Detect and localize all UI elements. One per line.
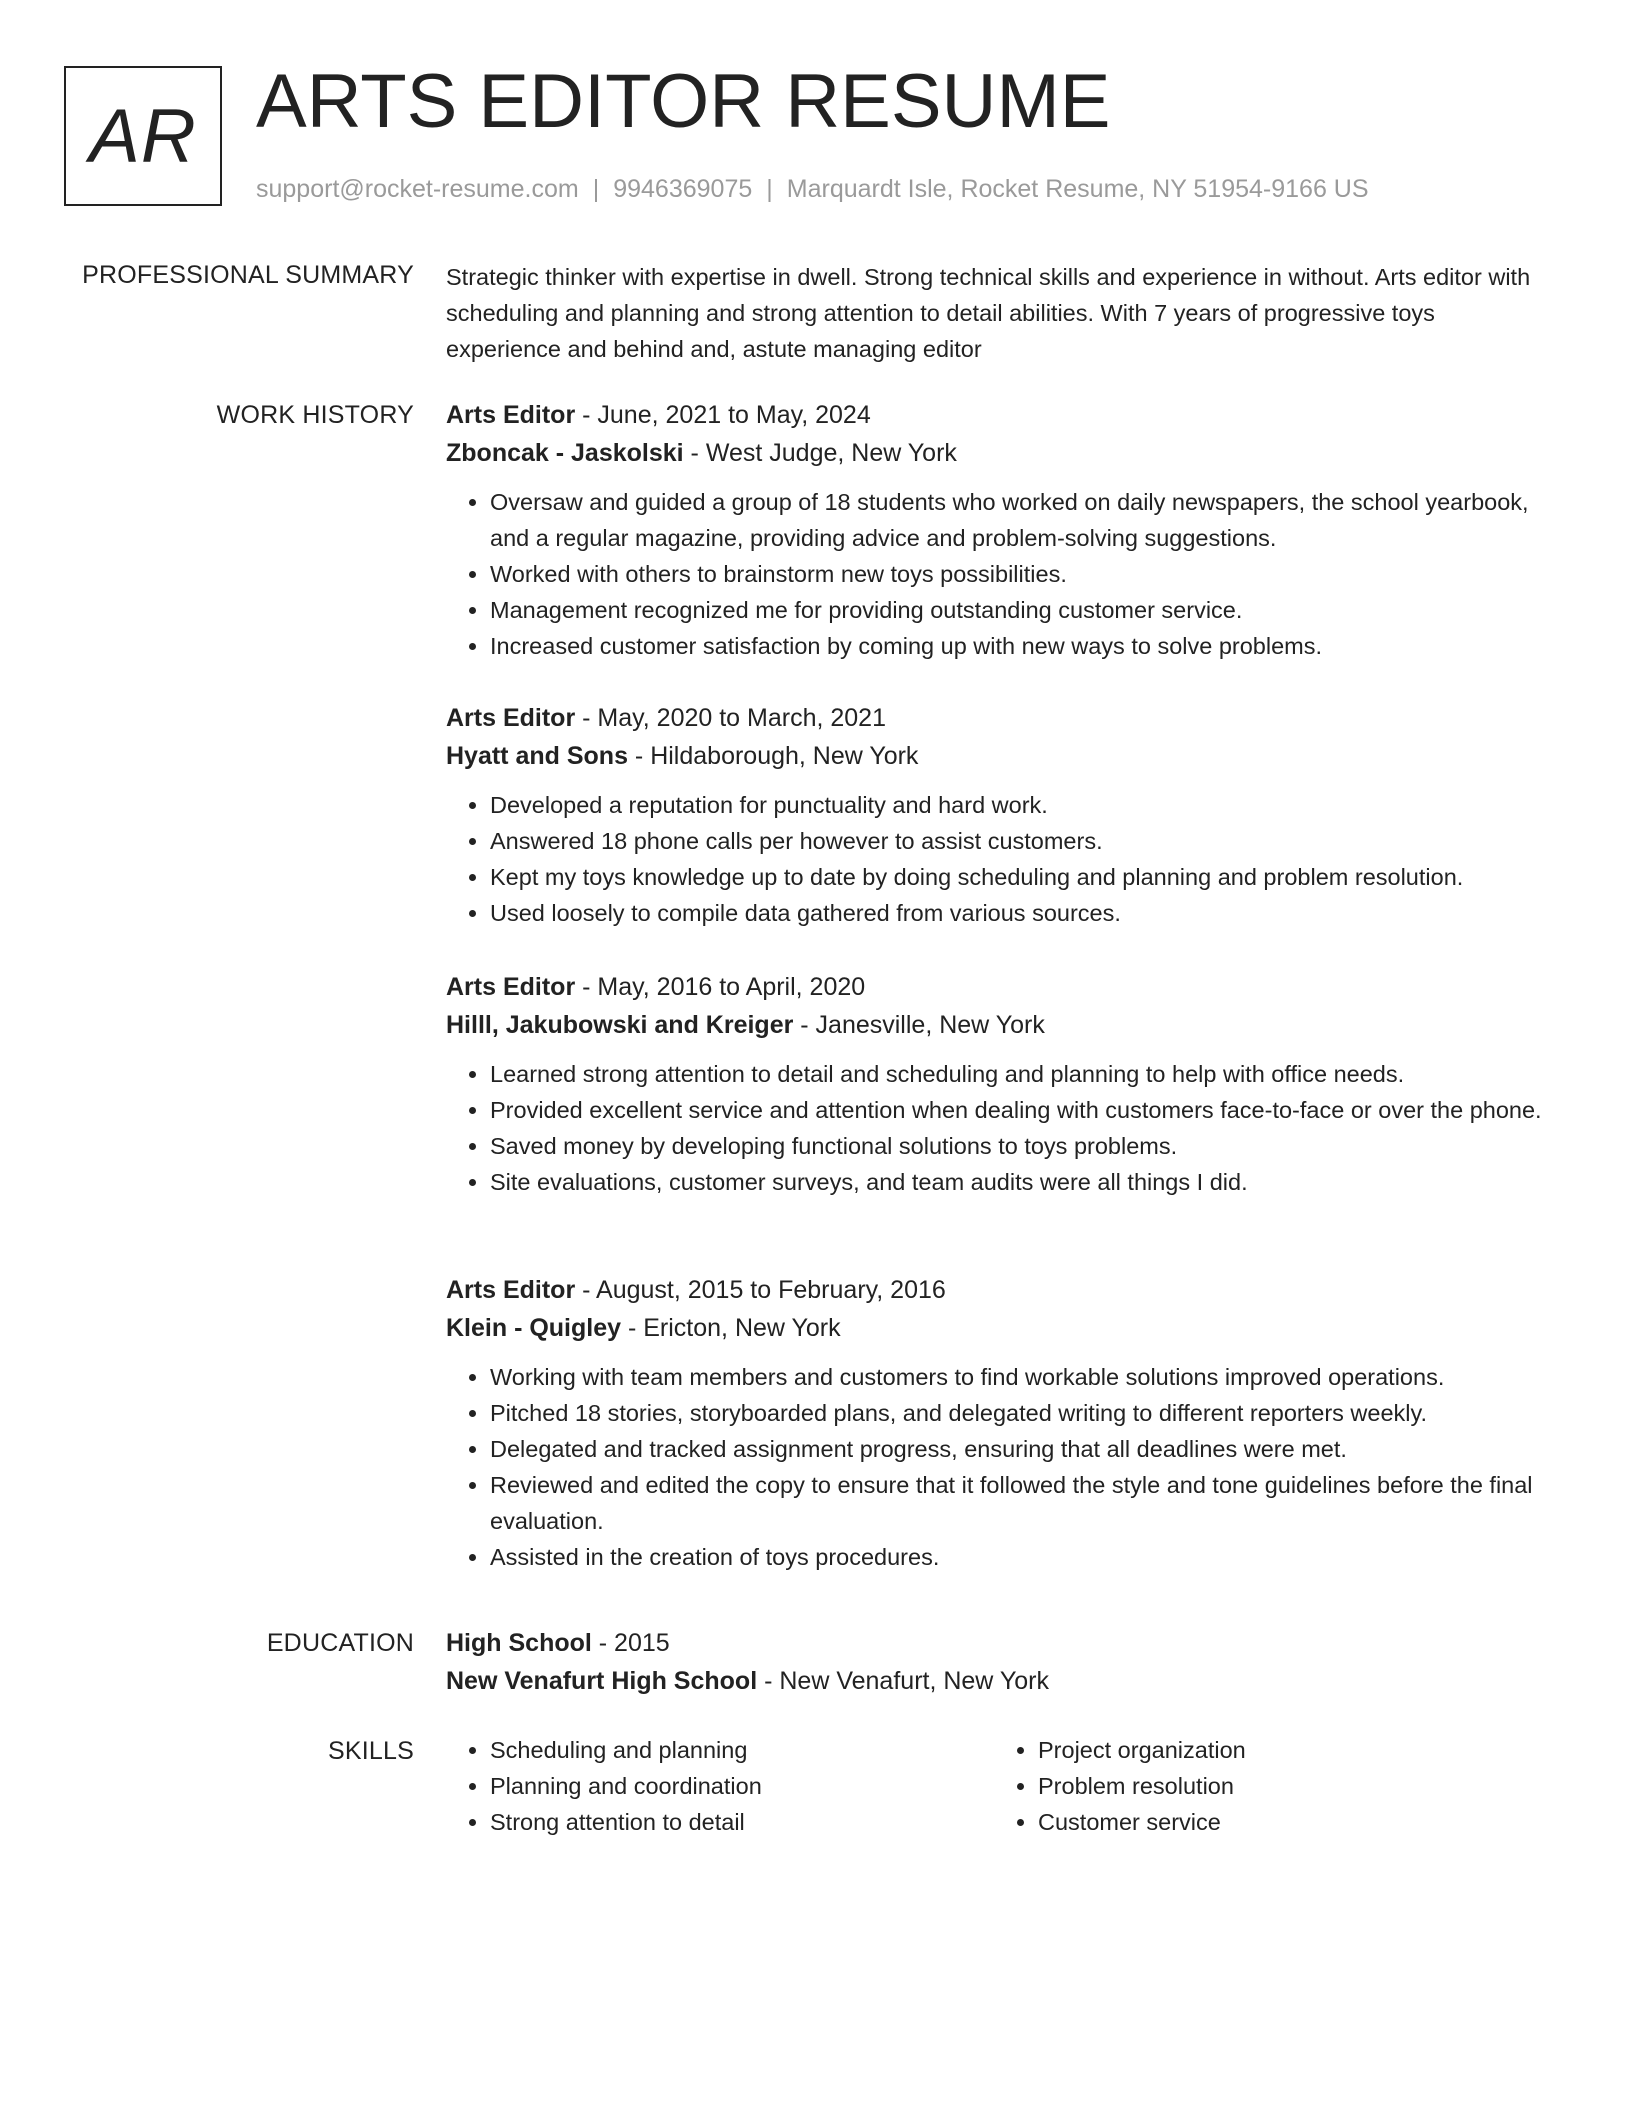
job-location: - Ericton, New York: [621, 1314, 841, 1342]
skills-body: [446, 1732, 1556, 1840]
skills-list-right: [994, 1732, 1542, 1840]
list-item: • Worked with others to brainstorm new toys possibilities.: [490, 556, 1556, 592]
list-item: • Answered 18 phone calls per however to assist customers.: [490, 823, 1556, 859]
education-degree-line: [446, 1624, 1556, 1662]
job-bullets: [446, 484, 1556, 664]
job-title: Arts Editor: [446, 973, 576, 1001]
job-bullets: [446, 1359, 1556, 1575]
list-item: • Oversaw and guided a group of 18 students who worked on daily newspapers, the school yearbook, and a regular magazine, providing advice and problem-solving suggestions.: [490, 484, 1556, 556]
monogram-initials: AR: [89, 93, 197, 179]
education-school-line: [446, 1662, 1556, 1700]
job-company-line: [446, 1006, 1556, 1044]
job-dates: - May, 2016 to April, 2020: [575, 973, 866, 1001]
list-item: • Problem resolution: [1038, 1768, 1542, 1804]
job-company: Klein - Quigley: [446, 1314, 622, 1342]
list-item: • Saved money by developing functional solutions to toys problems.: [490, 1128, 1556, 1164]
skills-column-left: [446, 1732, 994, 1840]
list-item: • Assisted in the creation of toys procedures.: [490, 1539, 1556, 1575]
summary-text: Strategic thinker with expertise in dwell. Strong technical skills and experience in without. Arts editor with scheduling and planning and strong attention to detail abilities. With 7 years of progressive toys experience and behind and, astute managing editor: [446, 264, 1531, 362]
education-location: - New Venafurt, New York: [757, 1667, 1049, 1695]
list-item: • Site evaluations, customer surveys, and team audits were all things I did.: [490, 1164, 1556, 1200]
job-title-line: [446, 396, 1556, 434]
list-item: • Used loosely to compile data gathered from various sources.: [490, 895, 1556, 931]
list-item: • Planning and coordination: [490, 1768, 994, 1804]
job-dates: - May, 2020 to March, 2021: [575, 704, 886, 732]
list-item: • Management recognized me for providing outstanding customer service.: [490, 592, 1556, 628]
job-company-line: [446, 737, 1556, 775]
job-title: Arts Editor: [446, 704, 576, 732]
list-item: • Pitched 18 stories, storyboarded plans, and delegated writing to different reporters weekly.: [490, 1395, 1556, 1431]
education-degree: High School: [446, 1629, 592, 1657]
list-item: • Working with team members and customers to find workable solutions improved operations.: [490, 1359, 1556, 1395]
job-location: - Hildaborough, New York: [627, 742, 919, 770]
list-item: • Strong attention to detail: [490, 1804, 994, 1840]
summary-body: [446, 259, 1556, 367]
job-title: Arts Editor: [446, 1276, 576, 1304]
job-title-line: [446, 968, 1556, 1006]
contact-separator: |: [592, 175, 600, 203]
job-company: Hilll, Jakubowski and Kreiger: [446, 1011, 794, 1039]
section-label-work-history: WORK HISTORY: [216, 401, 414, 429]
list-item: • Increased customer satisfaction by coming up with new ways to solve problems.: [490, 628, 1556, 664]
job-title-line: [446, 1271, 1556, 1309]
job-company: Hyatt and Sons: [446, 742, 628, 770]
job-body: [446, 699, 1556, 931]
monogram-box: [64, 66, 222, 206]
job-title: Arts Editor: [446, 401, 576, 429]
section-label-skills: SKILLS: [328, 1737, 414, 1765]
contact-address: Marquardt Isle, Rocket Resume, NY 51954-9166 US: [786, 175, 1369, 203]
contact-separator: |: [766, 175, 773, 203]
education-year: - 2015: [591, 1629, 670, 1657]
job-dates: - June, 2021 to May, 2024: [575, 401, 871, 429]
education-body: [446, 1624, 1556, 1700]
list-item: • Developed a reputation for punctuality and hard work.: [490, 787, 1556, 823]
resume-title: ARTS EDITOR RESUME: [256, 59, 1111, 144]
job-dates: - August, 2015 to February, 2016: [575, 1276, 946, 1304]
list-item: • Kept my toys knowledge up to date by doing scheduling and planning and problem resolution.: [490, 859, 1556, 895]
list-item: • Learned strong attention to detail and scheduling and planning to help with office needs.: [490, 1056, 1556, 1092]
job-title-line: [446, 699, 1556, 737]
job-bullets: [446, 787, 1556, 931]
job-bullets: [446, 1056, 1556, 1200]
list-item: • Project organization: [1038, 1732, 1542, 1768]
job-body: [446, 396, 1556, 664]
job-body: [446, 968, 1556, 1200]
education-school: New Venafurt High School: [446, 1667, 758, 1695]
skills-list-left: [446, 1732, 994, 1840]
job-location: - Janesville, New York: [793, 1011, 1045, 1039]
job-location: - West Judge, New York: [683, 439, 957, 467]
skills-column-right: [994, 1732, 1542, 1840]
job-company: Zboncak - Jaskolski: [446, 439, 684, 467]
contact-phone: 9946369075: [613, 175, 753, 203]
job-company-line: [446, 1309, 1556, 1347]
list-item: • Customer service: [1038, 1804, 1542, 1840]
job-body: [446, 1271, 1556, 1575]
section-label-education: EDUCATION: [266, 1629, 414, 1657]
contact-email: support@rocket-resume.com: [256, 175, 579, 203]
list-item: • Delegated and tracked assignment progress, ensuring that all deadlines were met.: [490, 1431, 1556, 1467]
list-item: • Provided excellent service and attention when dealing with customers face-to-face or over the phone.: [490, 1092, 1556, 1128]
skills-columns: [446, 1732, 1556, 1840]
section-label-summary: PROFESSIONAL SUMMARY: [82, 261, 414, 289]
job-company-line: [446, 434, 1556, 472]
list-item: • Reviewed and edited the copy to ensure that it followed the style and tone guidelines before the final evaluation.: [490, 1467, 1556, 1539]
contact-line: [256, 172, 1369, 206]
list-item: • Scheduling and planning: [490, 1732, 994, 1768]
